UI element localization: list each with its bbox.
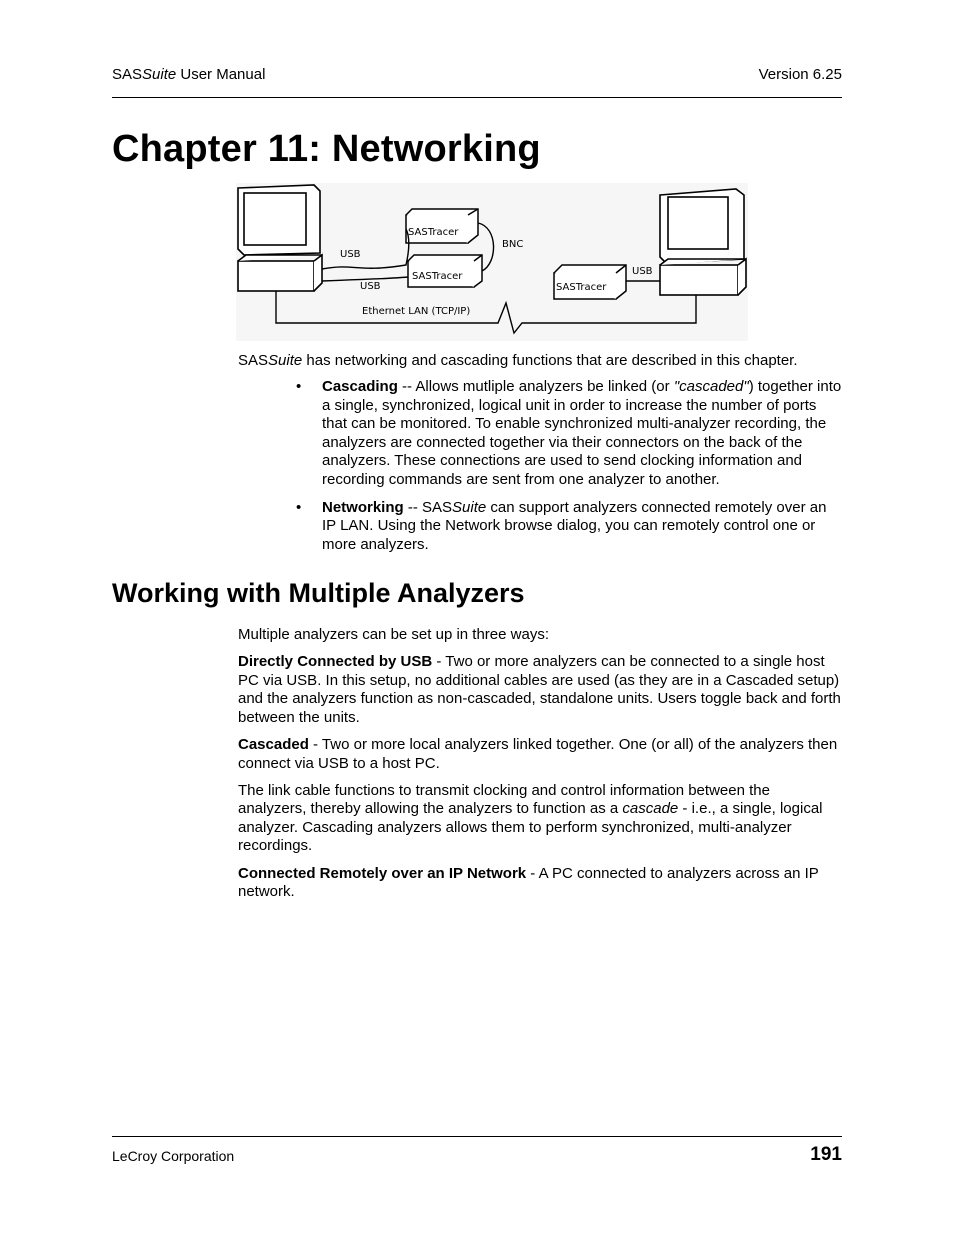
label-usb-right: USB	[632, 266, 653, 277]
header-divider	[112, 97, 842, 98]
header-version: Version 6.25	[758, 66, 842, 83]
left-pc	[238, 185, 322, 291]
usb-paragraph: Directly Connected by USB - Two or more analyzers can be connected to a single host PC via USB. In this setup, no additional cables are used (as they are in a Cascaded setup) and the analyzers function as non-cascaded, standalone units. Users toggle back and forth between the units.	[238, 653, 841, 726]
footer-company: LeCroy Corporation	[112, 1148, 235, 1164]
bullet-networking: • Networking -- SASSuite can support analyzers connected remotely over an IP LAN. Using the Network browse dialog, you can remotely control one or more analyzers.	[296, 498, 827, 553]
bullet-marker: •	[296, 498, 302, 516]
page-number: 191	[810, 1144, 842, 1165]
chapter-title: Chapter 11: Networking	[112, 128, 541, 170]
right-pc	[660, 189, 746, 295]
label-tracer-mid: SASTracer	[412, 271, 463, 282]
link-cable-paragraph: The link cable functions to transmit clocking and control information between the analyzers, thereby allowing the analyzers to function as a cascade - i.e., a single, logical analyzer. Cascading analyzers allows them to perform synchronized, multi-analyzer recordings.	[238, 781, 823, 855]
feature-bullet-list	[296, 378, 842, 563]
label-tracer-right: SASTracer	[556, 282, 607, 293]
label-ethernet: Ethernet LAN (TCP/IP)	[362, 306, 471, 317]
label-usb-bottom: USB	[360, 281, 381, 292]
remote-paragraph: Connected Remotely over an IP Network - A PC connected to analyzers across an IP network.	[238, 864, 819, 901]
bullet-marker: •	[296, 378, 302, 395]
label-tracer-top: SASTracer	[408, 227, 459, 238]
footer-divider	[112, 1136, 842, 1137]
bullet-cascading: • Cascading -- Allows mutliple analyzers be linked (or "cascaded") together into a single, synchronized, logical unit in order to increase the number of ports that can be monitored. To enable synchronized multi-analyzer recording, the analyzers are connected together via their connectors on the back of the analyzers. These connections are used to send clocking information and recording commands are sent from one analyzer to another.	[296, 378, 842, 488]
cascaded-paragraph: Cascaded - Two or more local analyzers linked together. One (or all) of the analyzers then connect via USB to a host PC.	[238, 735, 838, 772]
section-body	[238, 626, 842, 910]
section-title: Working with Multiple Analyzers	[112, 578, 525, 608]
intro-paragraph: SASSuite has networking and cascading functions that are described in this chapter.	[238, 352, 798, 369]
network-diagram	[236, 183, 748, 341]
label-bnc: BNC	[502, 239, 524, 250]
setup-intro-paragraph: Multiple analyzers can be set up in three ways:	[238, 626, 549, 643]
label-usb-top: USB	[340, 249, 361, 260]
header-title: SASSuite User Manual	[112, 66, 266, 83]
